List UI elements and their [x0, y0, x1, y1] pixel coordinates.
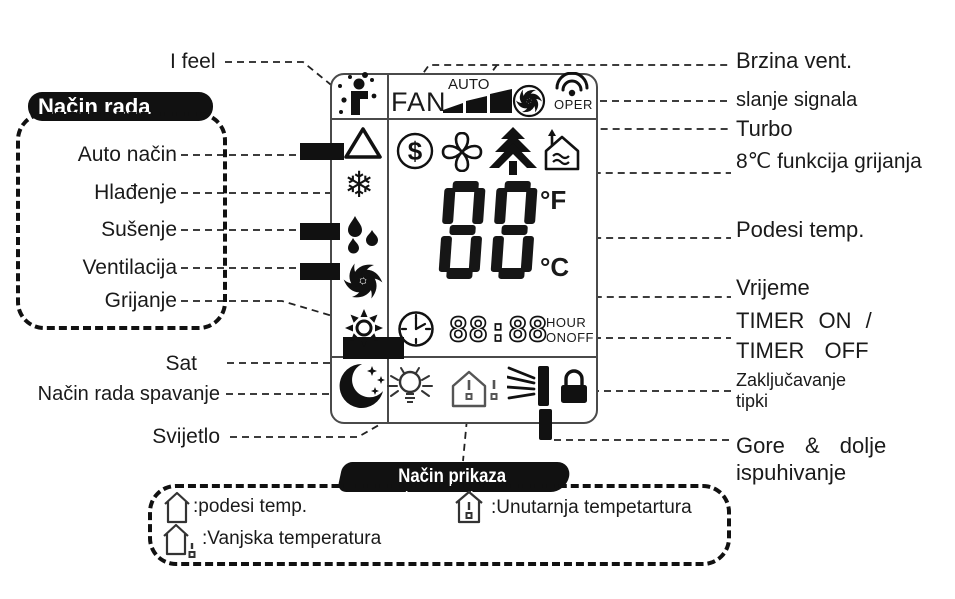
label-set-temp: Podesi temp.	[736, 217, 865, 242]
label-turbo: Turbo	[736, 116, 793, 141]
label-swing-2: ispuhivanje	[736, 460, 847, 485]
label-swing-1: Gore & dolje	[736, 433, 887, 458]
mode-group-title: Način rada	[38, 94, 151, 119]
clock-icon	[396, 309, 438, 351]
legend-house-set-icon	[162, 491, 192, 525]
legend-house-indoor-icon	[453, 490, 485, 526]
label-light: Svijetlo	[152, 425, 220, 448]
label-i-feel: I feel	[170, 50, 216, 73]
bar-auto-mode	[300, 143, 344, 160]
heat8-house-icon	[540, 129, 584, 173]
onoff-text: ONOFF	[546, 330, 594, 345]
label-key-lock-1: Zaključavanje	[736, 370, 847, 390]
label-fan-speed: Brzina vent.	[736, 48, 853, 73]
label-ventilation: Ventilacija	[82, 256, 177, 279]
label-dry: Sušenje	[101, 218, 177, 241]
label-cooling: Hlađenje	[94, 181, 177, 204]
label-heating: Grijanje	[104, 289, 177, 312]
temperature-digits	[438, 181, 542, 280]
bar-ventilation	[300, 263, 340, 280]
dry-drops-icon	[345, 214, 383, 258]
label-sleep-mode: Način rada spavanje	[37, 383, 220, 405]
label-auto-mode: Auto način	[77, 143, 177, 166]
label-timer-off: TIMER OFF	[736, 338, 869, 363]
connector-i-feel	[225, 62, 341, 93]
legend-indoor: :Unutarnja tempetartura	[491, 497, 692, 518]
bar-dry	[300, 223, 340, 240]
label-clock: Sat	[165, 352, 197, 375]
unit-fahrenheit: °F	[540, 185, 567, 215]
signal-wifi-icon	[553, 72, 593, 98]
turbo-tree-icon	[488, 127, 538, 175]
legend-outdoor: :Vanjska temperatura	[202, 528, 382, 549]
auto-text: AUTO	[448, 76, 490, 93]
energy-dollar-icon	[396, 132, 434, 170]
auto-mode-icon	[341, 124, 385, 164]
timer-digits	[448, 310, 548, 348]
svg-text:$: $	[407, 136, 423, 166]
ventilation-fan-icon	[341, 258, 385, 304]
label-key-lock-2: tipki	[736, 391, 769, 411]
unit-celsius: °C	[540, 252, 570, 282]
legend-house-outdoor-icon	[161, 523, 199, 561]
temp-display-house-icon	[449, 364, 507, 410]
fresh-fan-icon	[441, 132, 483, 172]
i-feel-icon	[332, 72, 382, 120]
heating-sun-icon	[341, 307, 387, 349]
light-bulb-icon	[387, 364, 433, 412]
fan-speed-bars-icon	[443, 86, 515, 116]
legend-set-temp: :podesi temp.	[193, 496, 308, 517]
label-timer-on: TIMER ON /	[736, 308, 872, 333]
fan-text: FAN	[391, 87, 447, 117]
cooling-snowflake-icon: ❄	[344, 165, 375, 206]
lock-icon	[556, 365, 592, 407]
sleep-moon-icon	[334, 361, 386, 411]
label-time: Vrijeme	[736, 275, 810, 300]
oper-text: OPER	[554, 97, 593, 112]
hour-text: HOUR	[546, 315, 587, 330]
turbo-fan-icon	[511, 84, 547, 120]
label-signal: slanje signala	[736, 89, 858, 111]
label-heat-8c: 8℃ funkcija grijanja	[736, 150, 922, 173]
svg-text:88:88: 88:88	[448, 310, 548, 348]
swing-icon	[507, 362, 555, 410]
legend-title: Način prikaza temperature	[398, 466, 507, 509]
bar-swing	[539, 409, 552, 440]
